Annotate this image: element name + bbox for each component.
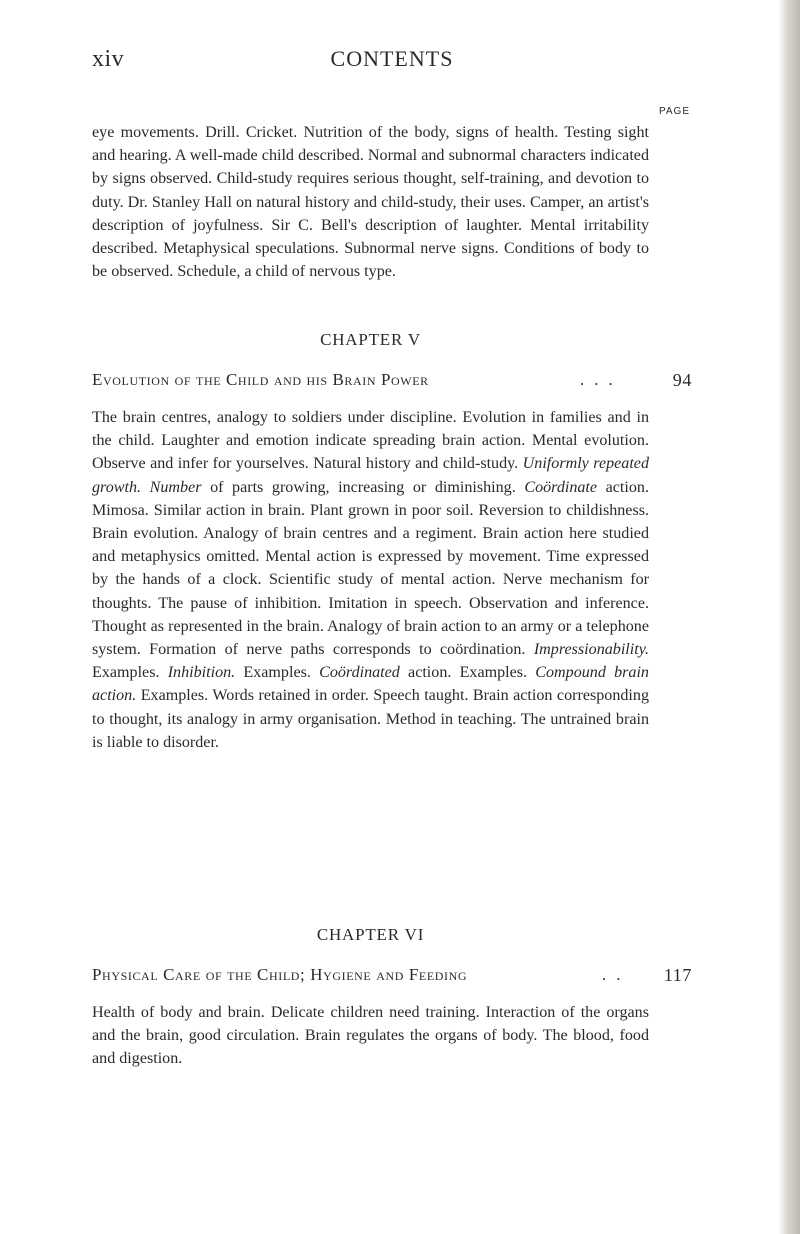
chapter-page-number: 117 (663, 965, 692, 985)
chapter-summary-text: Health of body and brain. Delicate children need training. Interaction of the organs and the brain, good circulation. Brain regulates the organs of body. The blood, food and digestion. (92, 1004, 649, 1068)
summary-italic-run: Coördinate (524, 478, 598, 496)
continued-summary-text: eye movements. Drill. Cricket. Nutrition of the body, signs of health. Testing sight and hearing. A well-made child described. Normal and subnormal characters indicated by signs observed. Child-study requires serious thought, self-training, and devotion to duty. Dr. Stanley Hall on natural history and child-study, their uses. Camper, an artist's description of joyfulness. Sir C. Bell's description of laughter. Mental irritability described. Metaphysical speculations. Subnormal nerve signs. Conditions of body to be observed. Schedule, a child of nervous type. (92, 124, 649, 281)
chapter-title-row (92, 965, 692, 989)
summary-run: Examples. (243, 664, 311, 682)
running-head: CONTENTS (330, 46, 454, 71)
dot-leader: ... (580, 370, 623, 389)
chapter-heading: CHAPTER V (320, 330, 421, 349)
summary-italic-run: Uniformly repeated growth. (92, 455, 649, 496)
summary-italic-run: Number (149, 478, 202, 496)
chapter-title: Physical Care of the Child; Hygiene and Feeding (92, 965, 468, 984)
summary-italic-run: Compound brain action. (92, 664, 649, 705)
summary-run: action. Mimosa. Similar action in brain. Plant grown in poor soil. Reversion to childishness. Brain evolution. Analogy of brain centres and a regiment. Brain action here studied and metaphysics omitted. Mental action is expressed by movement. Time expressed by the hands of a clock. Scientific study of mental action. Nerve mechanism for thoughts. The pause of inhibition. Imitation in speech. Observation and inference. Thought as represented in the brain. Analogy of brain action to an army or a telephone system. Formation of nerve paths corresponds to coördination. (92, 478, 649, 659)
page-edge-shadow (778, 0, 800, 1234)
page-column-label: PAGE (658, 106, 690, 117)
page-number: xiv (92, 46, 125, 72)
summary-italic-run: Impressionability. (533, 641, 649, 659)
summary-italic-run: Coördinated (319, 664, 400, 682)
summary-italic-run: Inhibition. (167, 664, 236, 682)
summary-run: Examples. (92, 664, 160, 682)
chapter-title: Evolution of the Child and his Brain Power (92, 370, 429, 389)
dot-leader: .. (602, 965, 631, 984)
chapter-heading: CHAPTER VI (316, 925, 425, 944)
summary-run: Examples. Words retained in order. Speech taught. Brain action corresponding to thought, its analogy in army organisation. Method in teaching. The untrained brain is liable to disorder. (92, 687, 649, 751)
chapter-page-number: 94 (672, 370, 692, 390)
page-header (92, 46, 692, 76)
summary-run: The brain centres, analogy to soldiers under discipline. Evolution in families and in the child. Laughter and emotion indicate spreading brain action. Mental evolution. Observe and infer for yourselves. Natural history and child-study. (92, 409, 649, 473)
summary-run: action. Examples. (408, 664, 528, 682)
chapter-title-row (92, 370, 692, 394)
summary-run: of parts growing, increasing or diminishing. (210, 478, 516, 496)
chapter-summary-text (92, 406, 649, 754)
